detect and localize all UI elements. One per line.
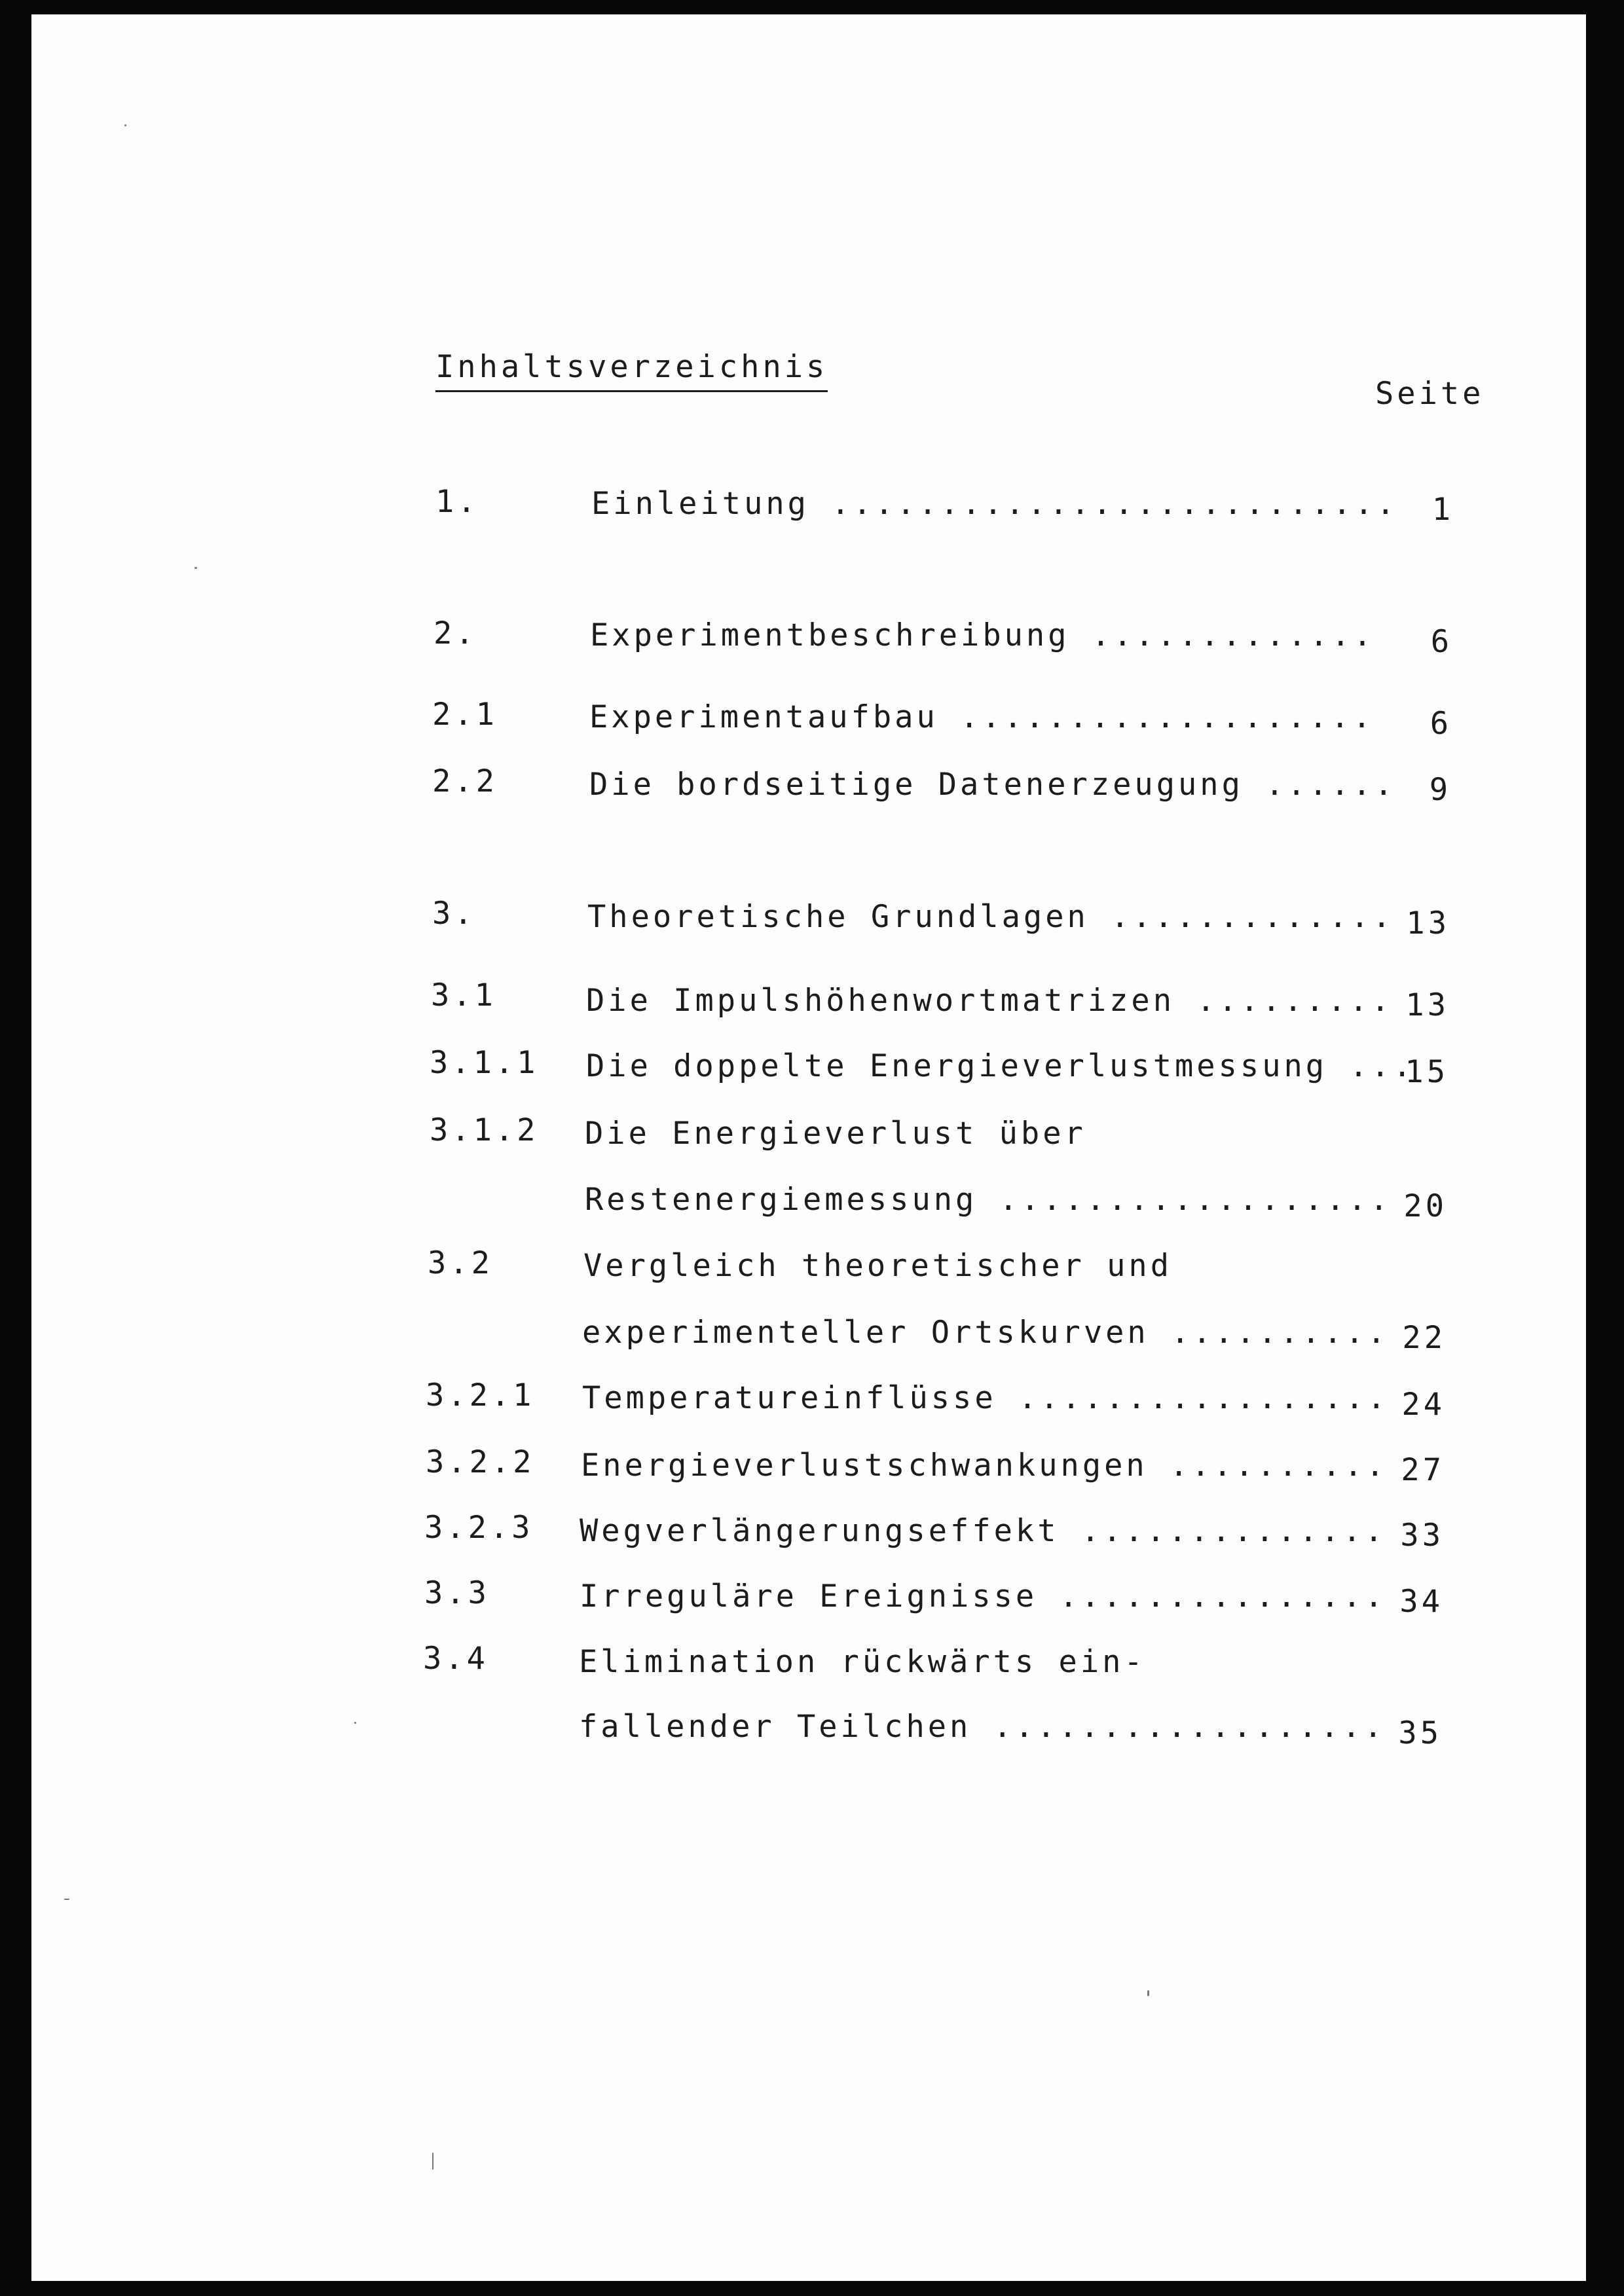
toc-entry-number: 3.1	[431, 977, 496, 1013]
toc-entry-text: Temperatureinflüsse .................	[582, 1380, 1389, 1416]
toc-entry-text: Die Energieverlust über	[585, 1116, 1086, 1152]
toc-entry-text: Einleitung ..........................	[591, 486, 1398, 522]
toc-entry-number: 3.4	[423, 1641, 489, 1677]
toc-entry-text: Vergleich theoretischer und	[583, 1248, 1173, 1284]
toc-entry-text: Elimination rückwärts ein-	[579, 1644, 1146, 1680]
scan-speck	[194, 567, 197, 569]
toc-entry-text: Die bordseitige Datenerzeugung ......	[589, 767, 1396, 803]
toc-entry-text: Experimentaufbau ...................	[589, 699, 1375, 735]
toc-entry-text: Energieverlustschwankungen ..........	[581, 1448, 1388, 1484]
toc-entry-page: 22	[1402, 1320, 1446, 1356]
toc-entry-page: 6	[1430, 624, 1452, 660]
page-column-header: Seite	[1375, 376, 1485, 412]
toc-entry-page: 34	[1399, 1584, 1443, 1620]
toc-entry-page: 9	[1429, 772, 1451, 808]
toc-entry-number: 3.2	[428, 1245, 493, 1281]
toc-entry-text: Theoretische Grundlagen .............	[587, 899, 1394, 935]
toc-title: Inhaltsverzeichnis	[435, 352, 828, 392]
toc-entry-text: Wegverlängerungseffekt ..............	[580, 1513, 1386, 1549]
toc-entry-number: 3.2.1	[426, 1377, 535, 1413]
toc-entry-page: 13	[1405, 987, 1449, 1023]
scan-speck	[354, 1722, 356, 1724]
toc-entry-number: 2.	[434, 615, 477, 651]
toc-entry-number: 3.1.1	[430, 1045, 539, 1081]
toc-entry-number: 3.	[432, 896, 476, 932]
toc-entry-page: 24	[1401, 1387, 1445, 1423]
toc-entry-number: 3.2.3	[424, 1510, 534, 1546]
toc-entry-page: 27	[1401, 1452, 1445, 1488]
scan-speck	[432, 2153, 434, 2170]
scan-speck	[64, 1899, 69, 1900]
toc-entry-page: 6	[1430, 706, 1452, 742]
toc-entry-number: 2.1	[432, 697, 498, 733]
scan-speck	[1147, 1990, 1149, 1996]
toc-entry-page: 20	[1403, 1188, 1447, 1224]
toc-entry-text: Die Impulshöhenwortmatrizen .........	[586, 983, 1393, 1019]
toc-entry-number: 3.2.2	[426, 1444, 535, 1480]
toc-entry-number: 3.3	[424, 1575, 490, 1611]
toc-entry-number: 1.	[435, 484, 479, 520]
toc-entry-text: fallender Teilchen ..................	[579, 1709, 1386, 1745]
toc-entry-page: 1	[1431, 492, 1454, 528]
toc-entry-text: Restenergiemessung ..................	[585, 1182, 1392, 1218]
toc-entry-page: 35	[1398, 1715, 1442, 1751]
toc-entry-number: 2.2	[432, 763, 498, 799]
toc-entry-text: Experimentbeschreibung .............	[590, 617, 1375, 653]
toc-entry-page: 33	[1400, 1518, 1444, 1554]
toc-entry-page: 13	[1406, 905, 1450, 941]
toc-entry-text: Irreguläre Ereignisse ...............	[580, 1578, 1386, 1614]
toc-entry-text: experimenteller Ortskurven ..........	[582, 1315, 1389, 1351]
toc-entry-page: 15	[1405, 1054, 1449, 1090]
toc-entry-text: Die doppelte Energieverlustmessung ...	[586, 1048, 1415, 1084]
scan-speck	[124, 124, 126, 126]
toc-entry-number: 3.1.2	[430, 1112, 539, 1148]
